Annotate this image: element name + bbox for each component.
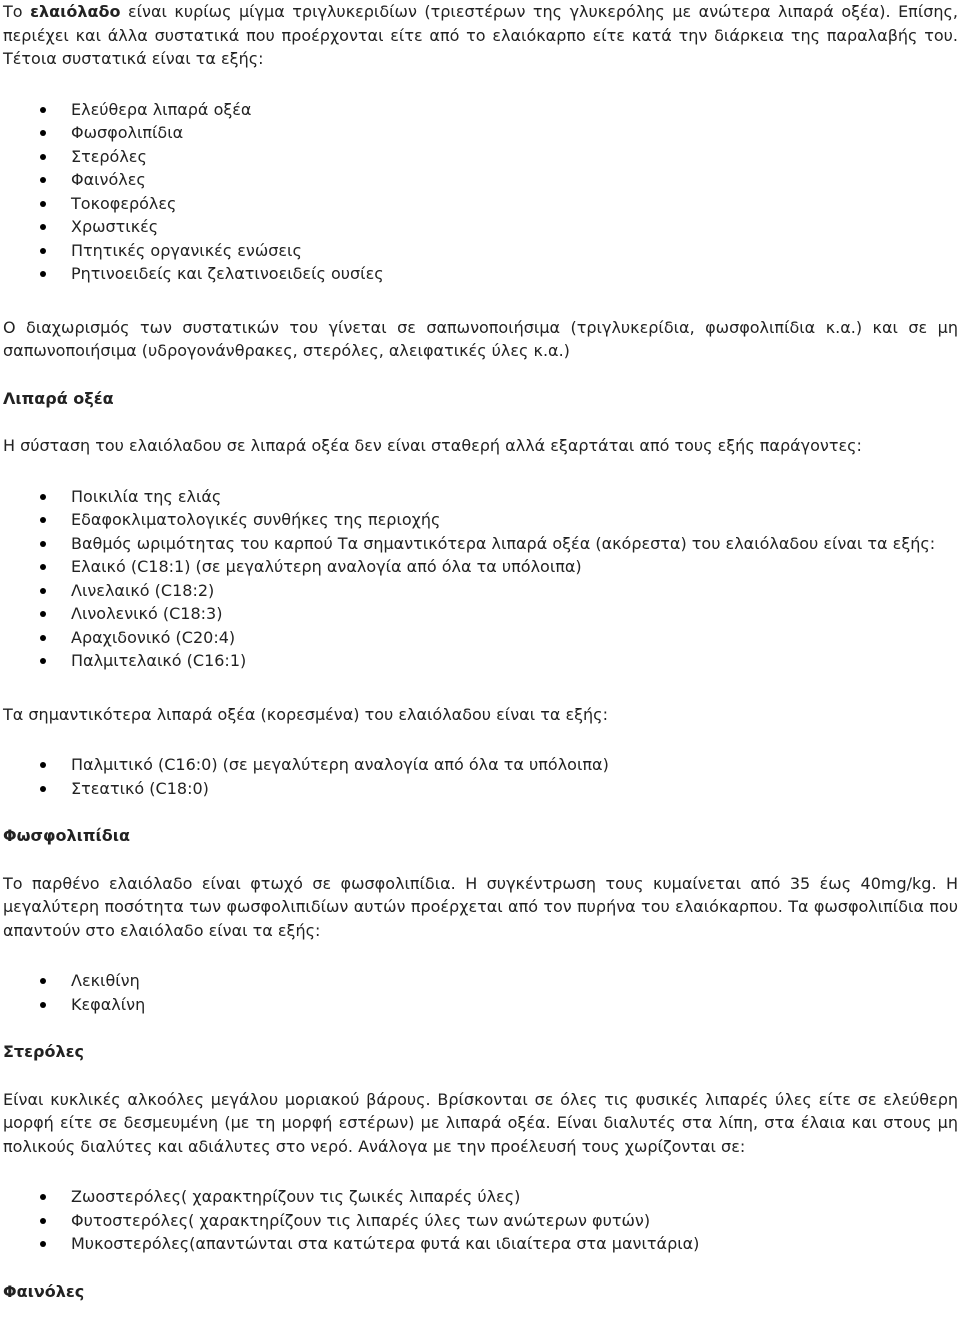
separation-paragraph: Ο διαχωρισμός των συστατικών του γίνεται σε σαπωνοποιήσιμα (τριγλυκερίδια, φωσφολιπίδια κ.α.) και σε μη σαπωνοποιήσιμα (υδρογονάνθρακες, στερόλες, αλειφατικές ύλες κ.α.) [3,317,958,360]
list-item: Φαινόλες [3,168,958,192]
list-item: Λινολενικό (C18:3) [3,602,958,626]
list-item: Τοκοφερόλες [3,192,958,216]
list-item: Ελαικό (C18:1) (σε μεγαλύτερη αναλογία από όλα τα υπόλοιπα) [3,555,958,579]
fatty-acids-heading: Λιπαρά οξέα [3,388,114,408]
list-item: Μυκοστερόλες(απαντώνται στα κατώτερα φυτά και ιδιαίτερα στα μανιτάρια) [3,1232,958,1256]
list-item: Βαθμός ωριμότητας του καρπού Τα σημαντικότερα λιπαρά οξέα (ακόρεστα) του ελαιόλαδου είναι τα εξής: [3,532,958,556]
fatty-acid-factors-list [3,485,958,673]
intro-rest: είναι κυρίως μίγμα τριγλυκεριδίων (τριεστέρων της γλυκερόλης με ανώτερα λιπαρά οξέα). Επίσης, περιέχει και άλλα συστατικά που προέρχονται είτε από το ελαιόκαρπο είτε κατά την διάρκεια της παραλαβής του. Τέτοια συστατικά είναι τα εξής: [3,2,958,68]
list-item: Χρωστικές [3,215,958,239]
list-item: Ποικιλία της ελιάς [3,485,958,509]
list-item: Παλμιτελαικό (C16:1) [3,649,958,673]
list-item: Παλμιτικό (C16:0) (σε μεγαλύτερη αναλογία από όλα τα υπόλοιπα) [3,753,958,777]
phospholipids-heading: Φωσφολιπίδια [3,826,130,845]
phospholipids-list [3,969,958,1016]
list-item: Φωσφολιπίδια [3,121,958,145]
list-item: Ελεύθερα λιπαρά οξέα [3,98,958,122]
components-list [3,98,958,286]
phospholipids-paragraph: Το παρθένο ελαιόλαδο είναι φτωχό σε φωσφολιπίδια. Η συγκέντρωση τους κυμαίνεται από 35 έως 40mg/kg. Η μεγαλύτερη ποσότητα των φωσφολιπιδίων αυτών προέρχεται από τον πυρήνα του ελαιόκαρπου. Τα φωσφολιπίδια που απαντούν στο ελαιόλαδο είναι τα εξής: [3,873,958,940]
document-page [3,0,958,1303]
saturated-intro: Τα σημαντικότερα λιπαρά οξέα (κορεσμένα) του ελαιόλαδου είναι τα εξής: [3,704,608,724]
list-item: Εδαφοκλιματολογικές συνθήκες της περιοχής [3,508,958,532]
list-item: Αραχιδονικό (C20:4) [3,626,958,650]
olive-oil-term: ελαιόλαδο [30,2,121,21]
phenols-heading: Φαινόλες [3,1281,85,1301]
sterols-paragraph: Είναι κυκλικές αλκοόλες μεγάλου μοριακού βάρους. Βρίσκονται σε όλες τις φυσικές λιπαρές ύλες είτε σε ελεύθερη μορφή είτε σε δεσμευμένη (με τη μορφή εστέρων) με λιπαρά οξέα. Είναι διαλυτές στα λίπη, στα έλαια και στους μη πολικούς διαλύτες και αδιάλυτες στο νερό. Ανάλογα με την προέλευσή τους χωρίζονται σε: [3,1089,958,1156]
list-item: Κεφαλίνη [3,993,958,1017]
sterols-heading: Στερόλες [3,1042,85,1061]
list-item: Λινελαικό (C18:2) [3,579,958,603]
list-item: Στερόλες [3,145,958,169]
fatty-acids-intro: Η σύσταση του ελαιόλαδου σε λιπαρά οξέα δεν είναι σταθερή αλλά εξαρτάται από τους εξής παράγοντες: [3,436,862,455]
intro-paragraph [3,0,958,71]
list-item: Στεατικό (C18:0) [3,777,958,801]
list-item: Λεκιθίνη [3,969,958,993]
list-item: Φυτοστερόλες( χαρακτηρίζουν τις λιπαρές ύλες των ανώτερων φυτών) [3,1209,958,1233]
list-item: Πτητικές οργανικές ενώσεις [3,239,958,263]
list-item: Ρητινοειδείς και ζελατινοειδείς ουσίες [3,262,958,286]
intro-prefix: Το [3,2,31,21]
sterols-list [3,1185,958,1256]
list-item: Ζωοστερόλες( χαρακτηρίζουν τις ζωικές λιπαρές ύλες) [3,1185,958,1209]
saturated-fatty-acids-list [3,753,958,800]
